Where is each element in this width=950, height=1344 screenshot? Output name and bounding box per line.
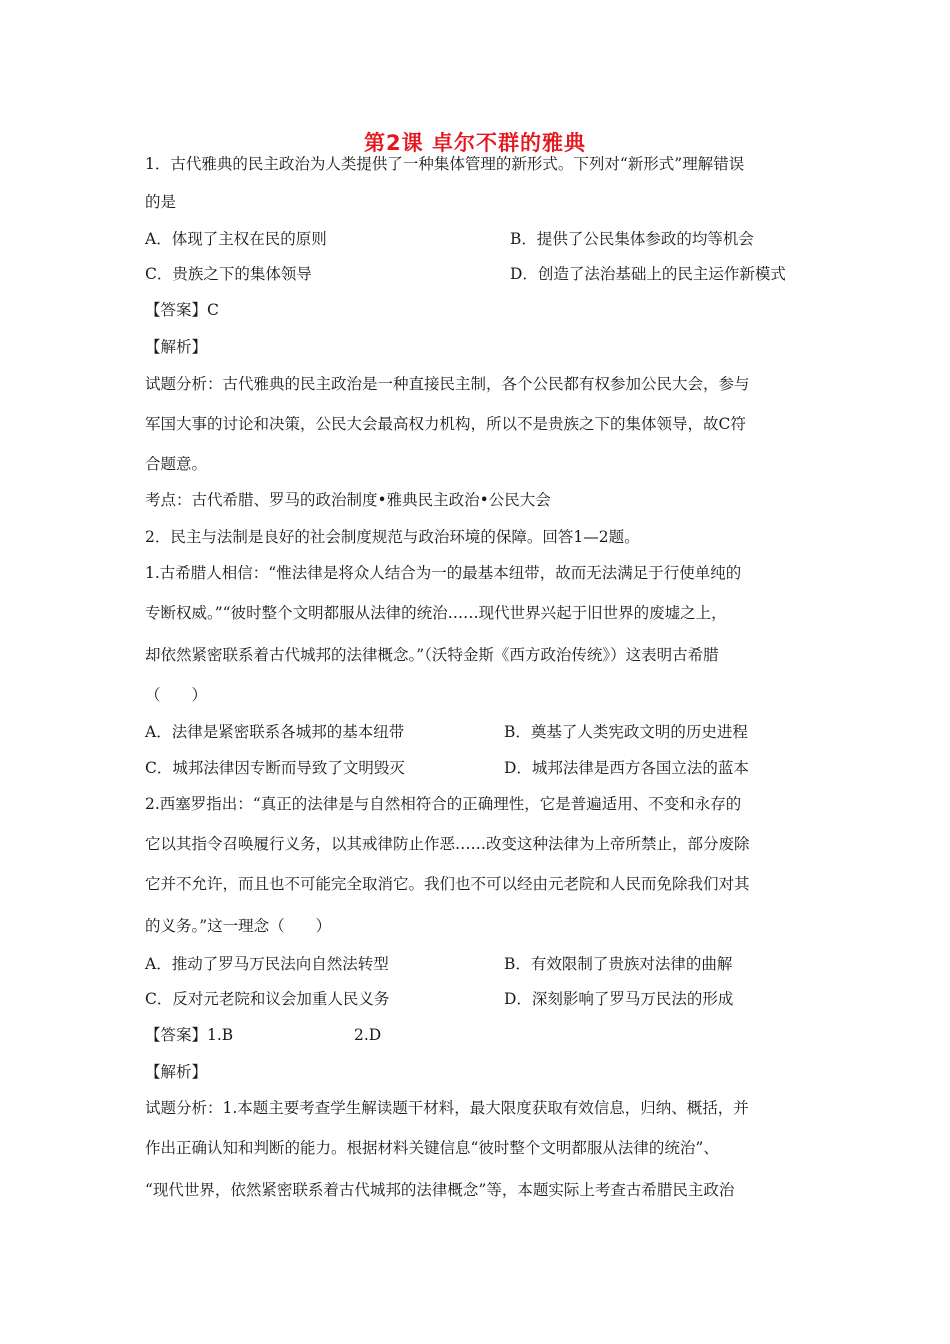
q2-sub1-line4: （ ） xyxy=(145,686,208,704)
q1-option-a: A．体现了主权在民的原则 xyxy=(145,230,327,248)
q2-sub2-line3: 它并不允许，而且也不可能完全取消它。我们也不可以经由元老院和人民而免除我们对其 xyxy=(145,875,750,893)
q2-sub2-line2: 它以其指令召唤履行义务，以其戒律防止作恶……改变这种法律为上帝所禁止，部分废除 xyxy=(145,835,750,853)
q1-stem-line1: 1．古代雅典的民主政治为人类提供了一种集体管理的新形式。下列对“新形式”理解错误 xyxy=(145,155,745,173)
q2-sub2-option-a: A．推动了罗马万民法向自然法转型 xyxy=(145,955,389,973)
q2-sub1-option-b: B．奠基了人类宪政文明的历史进程 xyxy=(504,723,748,741)
q1-analysis-label: 【解析】 xyxy=(145,338,208,356)
q2-answer-second: 2.D xyxy=(354,1026,382,1044)
q2-sub2-option-c: C．反对元老院和议会加重人民义务 xyxy=(145,990,390,1008)
q1-kaodian: 考点：古代希腊、罗马的政治制度•雅典民主政治•公民大会 xyxy=(145,491,551,509)
q1-analysis-line2: 军国大事的讨论和决策，公民大会最高权力机构，所以不是贵族之下的集体领导，故C符 xyxy=(145,415,746,433)
q2-sub1-option-d: D．城邦法律是西方各国立法的蓝本 xyxy=(504,759,749,777)
q1-analysis-line1: 试题分析：古代雅典的民主政治是一种直接民主制，各个公民都有权参加公民大会，参与 xyxy=(145,375,750,393)
q1-option-c: C．贵族之下的集体领导 xyxy=(145,265,312,283)
q2-sub2-line1: 2.西塞罗指出：“真正的法律是与自然相符合的正确理性，它是普遍适用、不变和永存的 xyxy=(145,795,742,813)
q2-sub2-option-d: D．深刻影响了罗马万民法的形成 xyxy=(504,990,734,1008)
lesson-title: 第2课 卓尔不群的雅典 xyxy=(364,131,586,155)
q1-analysis-line3: 合题意。 xyxy=(145,455,208,473)
q2-analysis-line2: 作出正确认知和判断的能力。根据材料关键信息“彼时整个文明都服从法律的统治”、 xyxy=(145,1139,719,1157)
q1-option-b: B．提供了公民集体参政的均等机会 xyxy=(510,230,754,248)
q2-sub2-option-b: B．有效限制了贵族对法律的曲解 xyxy=(504,955,733,973)
q1-stem-line2: 的是 xyxy=(145,193,177,211)
q2-sub1-line2: 专断权威。”“彼时整个文明都服从法律的统治……现代世界兴起于旧世界的废墟之上， xyxy=(145,604,727,622)
q2-sub1-option-c: C．城邦法律因专断而导致了文明毁灭 xyxy=(145,759,405,777)
q2-intro: 2．民主与法制是良好的社会制度规范与政治环境的保障。回答1—2题。 xyxy=(145,528,640,546)
q2-analysis-line1: 试题分析：1.本题主要考查学生解读题干材料，最大限度获取有效信息，归纳、概括，并 xyxy=(145,1099,749,1117)
q2-sub1-line3: 却依然紧密联系着古代城邦的法律概念。”（沃特金斯《西方政治传统》）这表明古希腊 xyxy=(145,646,719,664)
q2-sub1-line1: 1.古希腊人相信：“惟法律是将众人结合为一的最基本纽带，故而无法满足于行使单纯的 xyxy=(145,564,742,582)
q1-answer: 【答案】C xyxy=(145,301,219,319)
q2-answer: 【答案】1.B xyxy=(145,1026,234,1044)
q2-analysis-line3: “现代世界，依然紧密联系着古代城邦的法律概念”等，本题实际上考查古希腊民主政治 xyxy=(145,1181,735,1199)
q2-sub1-option-a: A．法律是紧密联系各城邦的基本纽带 xyxy=(145,723,405,741)
q2-sub2-line4: 的义务。”这一理念（ ） xyxy=(145,917,332,935)
q2-analysis-label: 【解析】 xyxy=(145,1063,208,1081)
q1-option-d: D．创造了法治基础上的民主运作新模式 xyxy=(510,265,786,283)
